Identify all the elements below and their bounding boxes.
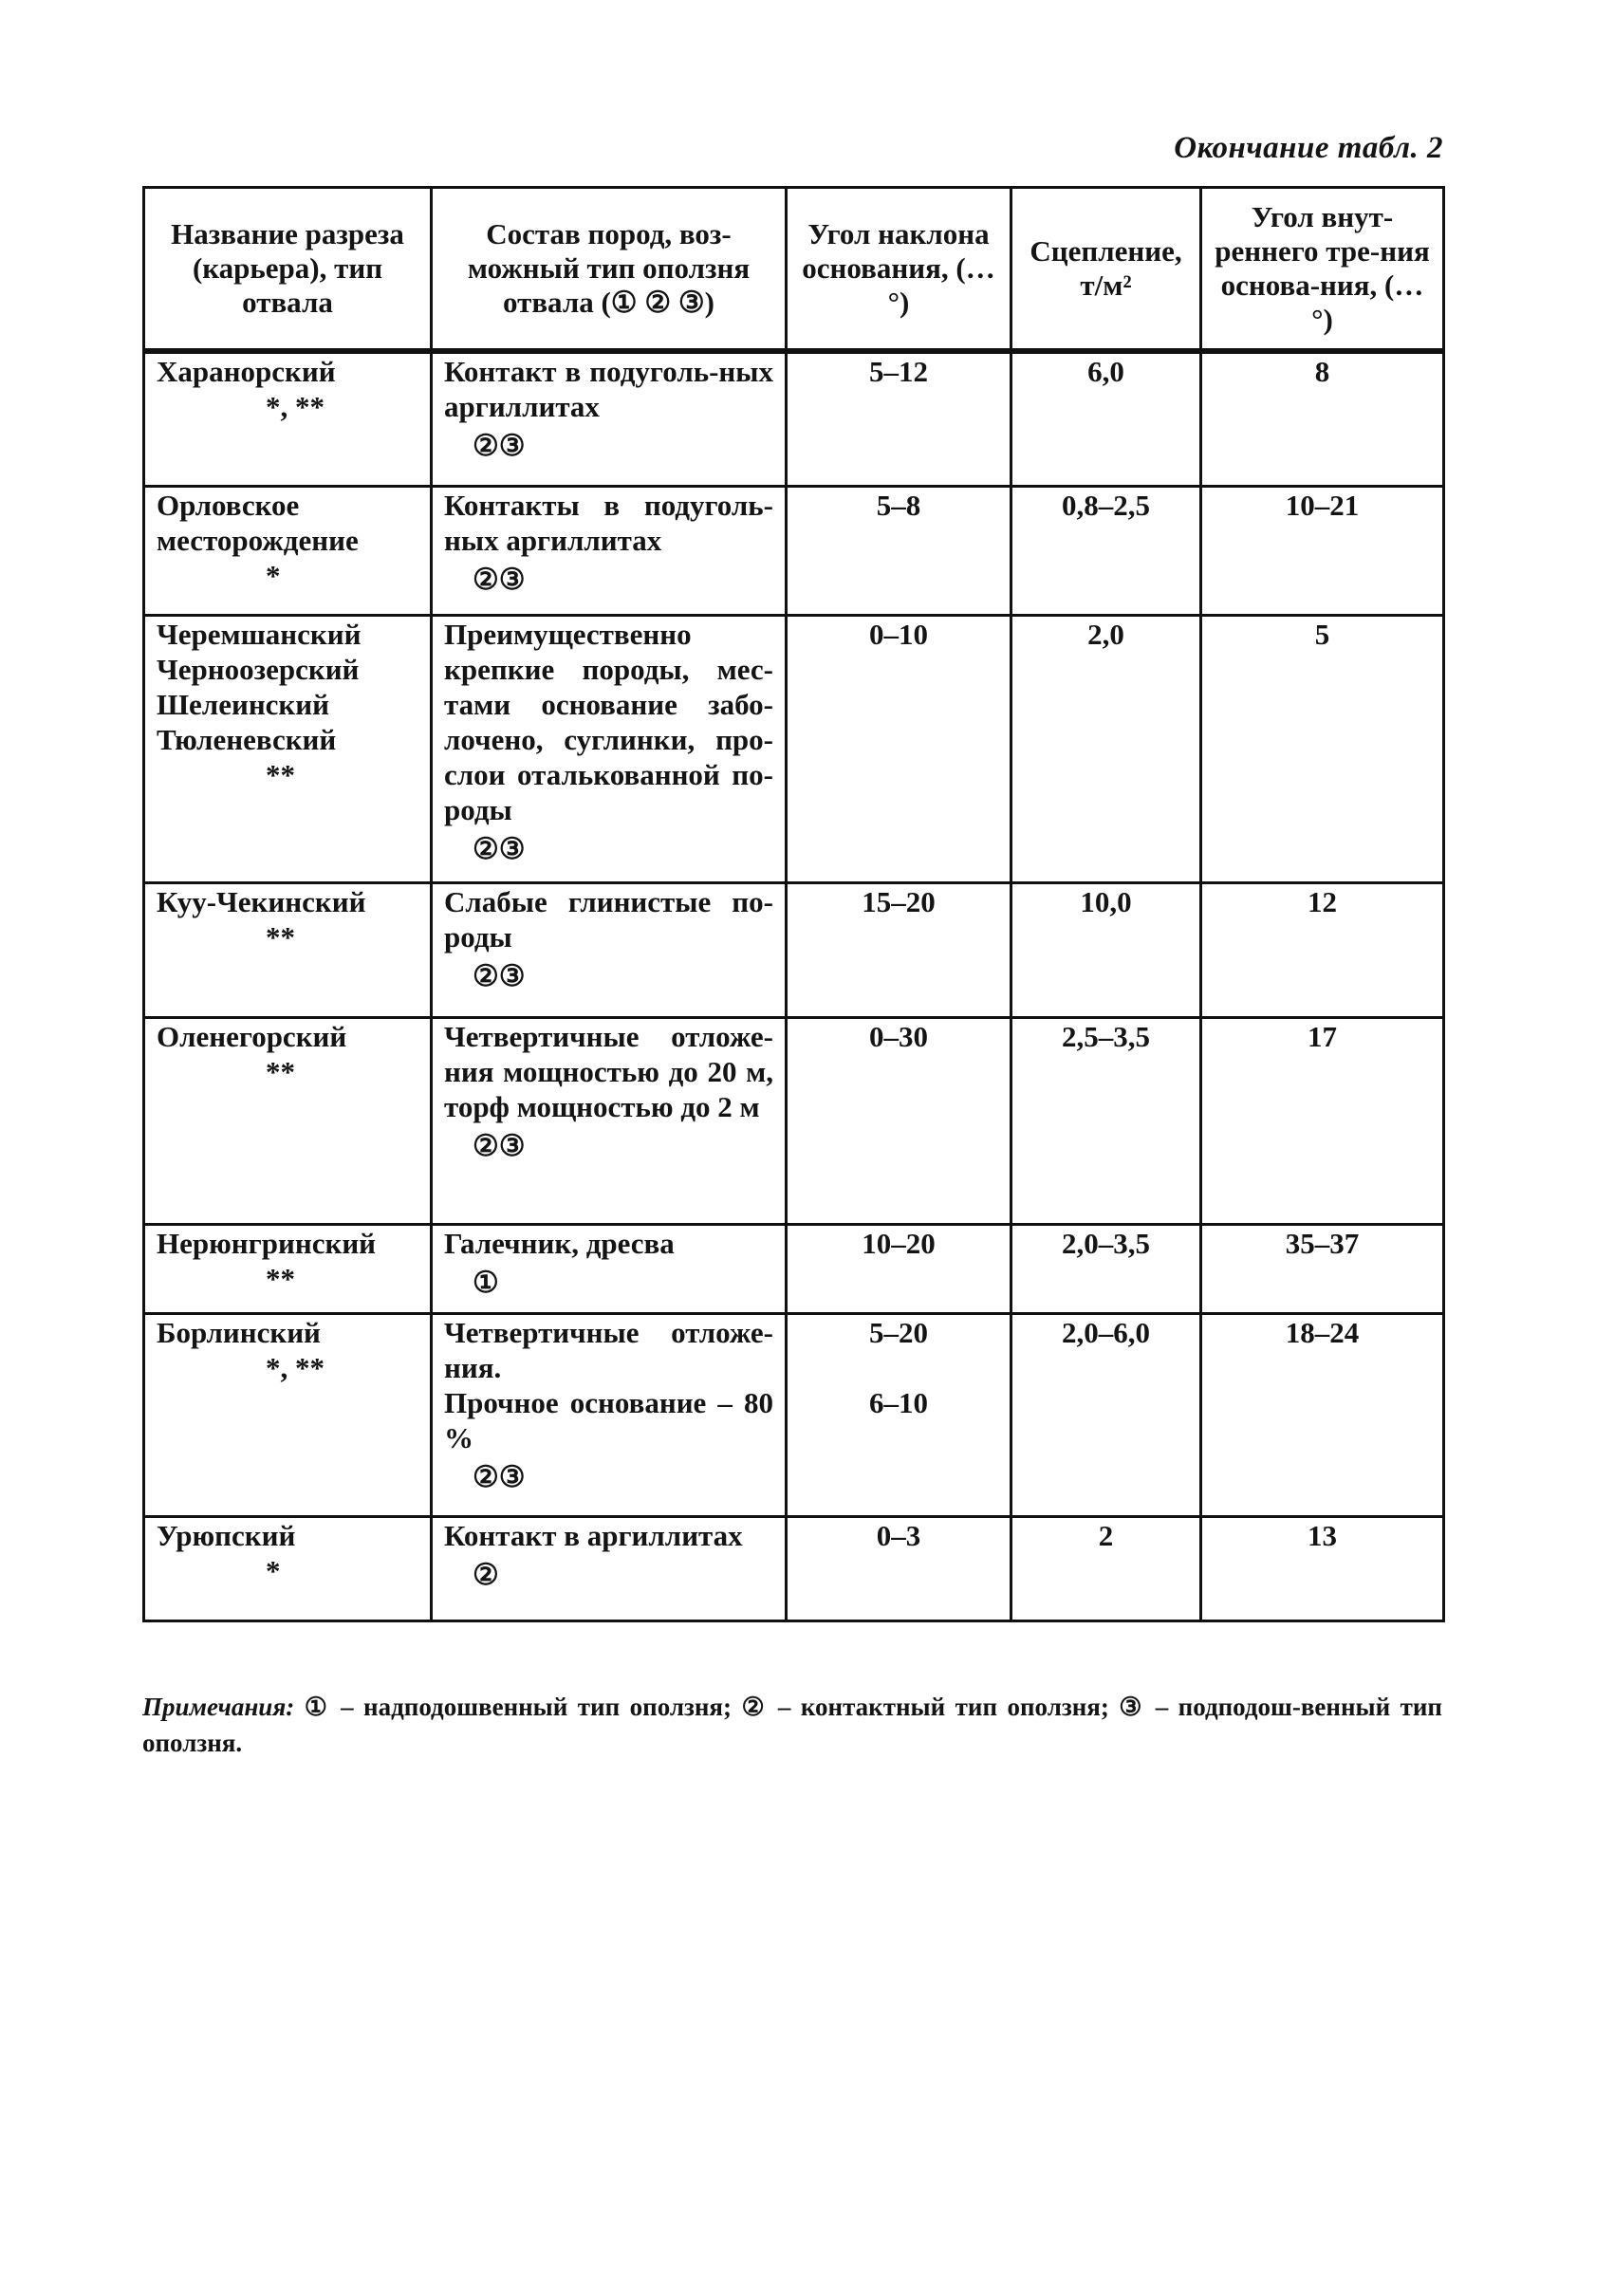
pit-name: Черемшанский Черноозерский Шелеинский Тюленевский (157, 617, 362, 756)
data-table (142, 186, 1445, 1622)
landslide-type-marks: ① (473, 1265, 499, 1299)
cell-angle: 15–20 (787, 882, 1011, 1017)
table-row (144, 882, 1444, 1017)
cell-composition (432, 615, 787, 882)
cell-name (144, 615, 432, 882)
composition-text: Контакт в подуголь-ных аргиллитах (444, 355, 773, 423)
header-angle: Угол наклона основания, (…°) (787, 188, 1011, 352)
cell-composition (432, 882, 787, 1017)
cell-angle: 0–30 (787, 1017, 1011, 1224)
cell-friction: 17 (1201, 1017, 1444, 1224)
landslide-type-marks: ②③ (473, 562, 526, 596)
pit-name: Харанорский (157, 355, 336, 388)
cell-composition (432, 1017, 787, 1224)
cell-angle: 5–8 (787, 486, 1011, 615)
cell-friction: 5 (1201, 615, 1444, 882)
table-caption: Окончание табл. 2 (1174, 131, 1443, 165)
table-row (144, 1017, 1444, 1224)
cell-cohesion: 2,5–3,5 (1011, 1017, 1201, 1224)
landslide-type-marks: ②③ (473, 1128, 526, 1162)
landslide-type-marks: ② (473, 1557, 499, 1591)
stars-mark: ** (266, 1261, 295, 1295)
cell-composition (432, 351, 787, 486)
composition-text: Преимущественно крепкие породы, мес-тами основание забо-лочено, суглинки, про-слои оталькованной по-роды (444, 617, 773, 826)
cell-friction: 35–37 (1201, 1224, 1444, 1313)
cell-name (144, 486, 432, 615)
table-row (144, 351, 1444, 486)
cell-name (144, 1017, 432, 1224)
cell-cohesion: 0,8–2,5 (1011, 486, 1201, 615)
cell-composition (432, 486, 787, 615)
cell-friction: 8 (1201, 351, 1444, 486)
cell-composition (432, 1224, 787, 1313)
pit-name: Оленегорский (157, 1019, 347, 1053)
cell-angle: 0–10 (787, 615, 1011, 882)
stars-mark: *, ** (266, 1350, 325, 1384)
header-friction: Угол внут-реннего тре-ния основа-ния, (…°) (1201, 188, 1444, 352)
cell-cohesion: 2,0 (1011, 615, 1201, 882)
cell-friction: 18–24 (1201, 1313, 1444, 1516)
stars-mark: *, ** (266, 390, 325, 423)
footnote-label: Примечания: (142, 1693, 295, 1721)
pit-name: Урюпский (157, 1518, 296, 1552)
stars-mark: * (266, 1553, 281, 1587)
landslide-type-marks: ②③ (473, 1459, 526, 1493)
cell-cohesion: 2,0–6,0 (1011, 1313, 1201, 1516)
cell-friction: 12 (1201, 882, 1444, 1017)
composition-text: Галечник, дресва (444, 1226, 675, 1260)
table-row (144, 1313, 1444, 1516)
stars-mark: ** (266, 919, 295, 954)
cell-angle: 10–20 (787, 1224, 1011, 1313)
pit-name: Орловское месторождение (157, 488, 359, 557)
cell-angle: 5–20 6–10 (787, 1313, 1011, 1516)
cell-name (144, 351, 432, 486)
cell-friction: 13 (1201, 1516, 1444, 1620)
landslide-type-marks: ②③ (473, 831, 526, 865)
table-row (144, 615, 1444, 882)
header-row (144, 188, 1444, 352)
cell-name (144, 1313, 432, 1516)
table-row (144, 1516, 1444, 1620)
pit-name: Куу-Чекинский (157, 884, 366, 918)
cell-name (144, 1516, 432, 1620)
cell-angle: 5–12 (787, 351, 1011, 486)
cell-cohesion: 2,0–3,5 (1011, 1224, 1201, 1313)
cell-cohesion: 6,0 (1011, 351, 1201, 486)
cell-composition (432, 1516, 787, 1620)
landslide-type-marks: ②③ (473, 429, 526, 462)
cell-name (144, 882, 432, 1017)
pit-name: Борлинский (157, 1315, 321, 1349)
header-name: Название разреза (карьера), тип отвала (144, 188, 432, 352)
table-row (144, 486, 1444, 615)
stars-mark: ** (266, 1054, 295, 1088)
header-cohesion: Сцепление, т/м² (1011, 188, 1201, 352)
composition-text: Контакты в подуголь-ных аргиллитах (444, 488, 773, 557)
stars-mark: ** (266, 757, 295, 791)
cell-cohesion: 10,0 (1011, 882, 1201, 1017)
cell-cohesion: 2 (1011, 1516, 1201, 1620)
header-composition: Состав пород, воз-можный тип оползня отвала (① ② ③) (432, 188, 787, 352)
table-row (144, 1224, 1444, 1313)
cell-name (144, 1224, 432, 1313)
cell-angle: 0–3 (787, 1516, 1011, 1620)
composition-text: Четвертичные отложе-ния мощностью до 20 м, торф мощностью до 2 м (444, 1019, 773, 1123)
cell-friction: 10–21 (1201, 486, 1444, 615)
composition-text: Четвертичные отложе-ния. Прочное основание – 80 % (444, 1315, 773, 1454)
cell-composition (432, 1313, 787, 1516)
pit-name: Нерюнгринский (157, 1226, 377, 1260)
landslide-type-marks: ②③ (473, 958, 526, 992)
footnote-text: ① – надподошвенный тип оползня; ② – контактный тип оползня; ③ – подподош-венный тип оползня. (142, 1693, 1442, 1757)
stars-mark: * (266, 558, 281, 592)
table-footnote (142, 1689, 1442, 1761)
composition-text: Слабые глинистые по-роды (444, 884, 773, 954)
composition-text: Контакт в аргиллитах (444, 1518, 743, 1552)
